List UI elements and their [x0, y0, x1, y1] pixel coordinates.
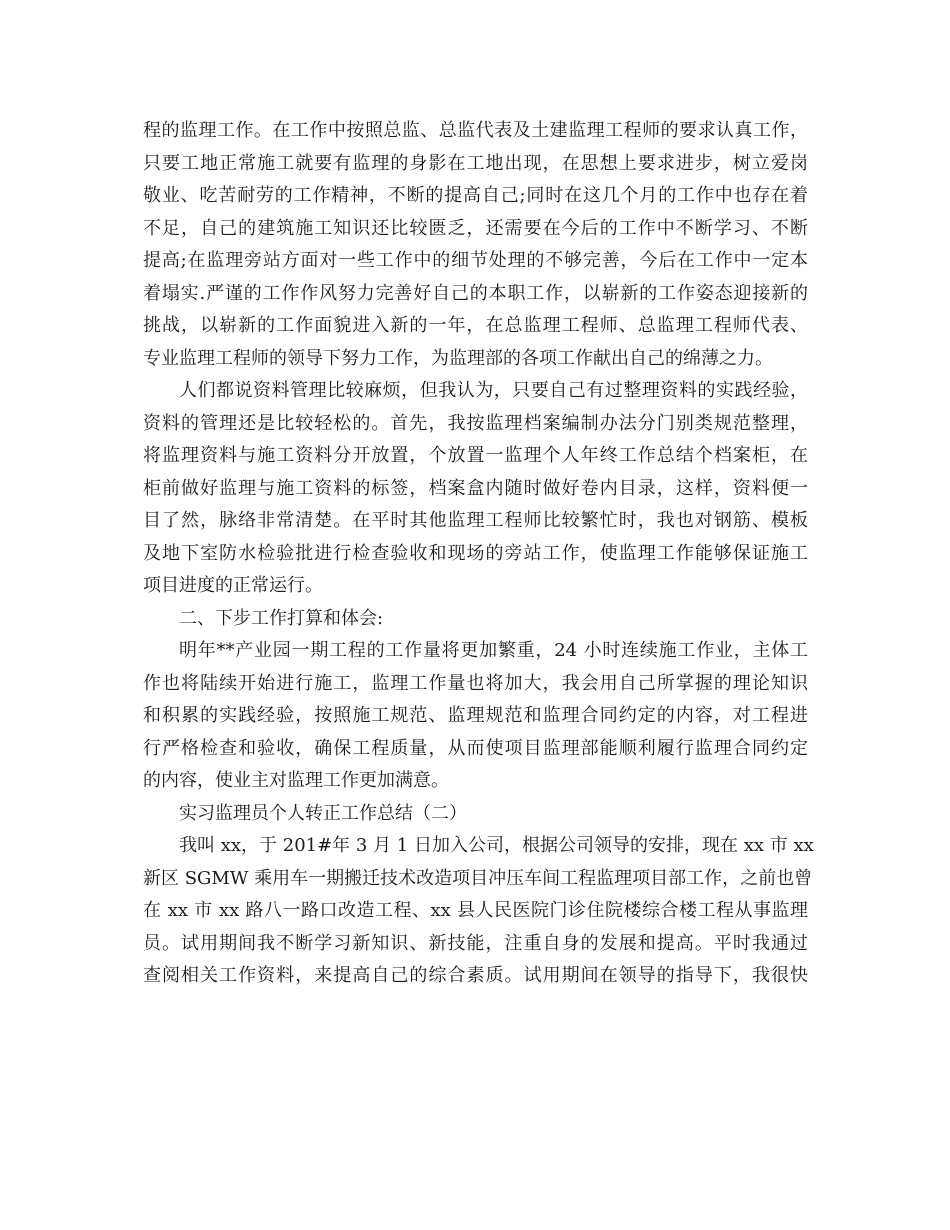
text-line: 敬业、吃苦耐劳的工作精神，不断的提高自己;同时在这几个月的工作中也存在着	[143, 185, 808, 206]
paragraph	[143, 830, 814, 993]
text-line: 行严格检查和验收，确保工程质量，从而使项目监理部能顺利履行监理合同约定	[143, 737, 808, 759]
text-line: 挑战，以崭新的工作面貌进入新的一年，在总监理工程师、总监理工程师代表、	[143, 315, 808, 336]
text-line: 专业监理工程师的领导下努力工作，为监理部的各项工作献出自己的绵薄之力。	[143, 347, 773, 369]
paragraph	[143, 375, 808, 603]
document-body	[143, 115, 814, 993]
section-heading	[143, 603, 808, 636]
text-line: 明年**产业园一期工程的工作量将更加繁重，24 小时连续施工作业，主体工	[179, 640, 808, 661]
text-line: 柜前做好监理与施工资料的标签，档案盒内随时做好卷内目录，这样，资料便一	[143, 477, 808, 499]
text-line: 作也将陆续开始进行施工，监理工作量也将加大，我会用自己所掌握的理论知识	[143, 672, 808, 694]
text-line: 不足，自己的建筑施工知识还比较匮乏，还需要在今后的工作中不断学习、不断	[143, 217, 808, 239]
text-line: 员。试用期间我不断学习新知识、新技能，注重自身的发展和提高。平时我通过	[143, 932, 808, 954]
text-line: 将监理资料与施工资料分开放置，个放置一监理个人年终工作总结个档案柜，在	[143, 445, 808, 466]
text-line: 新区 SGMW 乘用车一期搬迁技术改造项目冲压车间工程监理项目部工作，之前也曾	[143, 867, 813, 889]
paragraph	[143, 635, 808, 798]
text-line: 提高;在监理旁站方面对一些工作中的细节处理的不够完善，今后在工作中一定本	[143, 250, 808, 271]
text-line: 程的监理工作。在工作中按照总监、总监代表及土建监理工程师的要求认真工作，	[143, 120, 808, 141]
text-line: 目了然，脉络非常清楚。在平时其他监理工程师比较繁忙时，我也对钢筋、模板	[143, 510, 808, 531]
heading-text: 二、下步工作打算和体会:	[179, 607, 384, 629]
text-line: 着塌实.严谨的工作作风努力完善好自己的本职工作，以崭新的工作姿态迎接新的	[143, 282, 808, 304]
paragraph	[143, 115, 808, 375]
text-line: 人们都说资料管理比较麻烦，但我认为，只要自己有过整理资料的实践经验，	[179, 380, 808, 401]
text-line: 及地下室防水检验批进行检查验收和现场的旁站工作，使监理工作能够保证施工	[143, 542, 808, 564]
text-line: 我叫 xx，于 201#年 3 月 1 日加入公司，根据公司领导的安排，现在 xx 市 xx	[179, 835, 814, 856]
text-line: 的内容，使业主对监理工作更加满意。	[143, 770, 449, 791]
text-line: 项目进度的正常运行。	[143, 575, 323, 596]
text-line: 在 xx 市 xx 路八一路口改造工程、xx 县人民医院门诊住院楼综合楼工程从事监理	[143, 900, 808, 921]
article-subtitle	[143, 798, 808, 831]
subtitle-text: 实习监理员个人转正工作总结（二）	[179, 802, 467, 824]
text-line: 只要工地正常施工就要有监理的身影在工地出现，在思想上要求进步，树立爱岗	[143, 152, 808, 174]
text-line: 和积累的实践经验，按照施工规范、监理规范和监理合同约定的内容，对工程进	[143, 705, 808, 726]
text-line: 资料的管理还是比较轻松的。首先，我按监理档案编制办法分门别类规范整理，	[143, 412, 808, 434]
text-line: 查阅相关工作资料，来提高自己的综合素质。试用期间在领导的指导下，我很快	[143, 965, 808, 986]
